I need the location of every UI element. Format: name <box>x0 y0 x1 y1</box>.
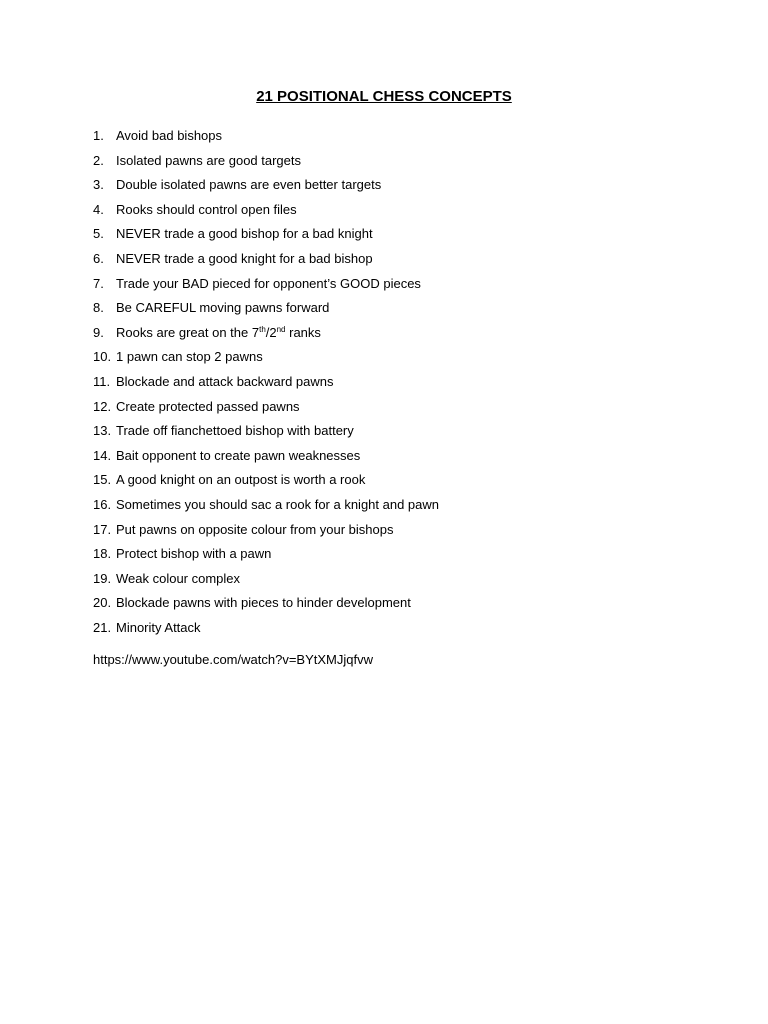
item-number: 13. <box>93 423 112 439</box>
item-text: Create protected passed pawns <box>116 398 300 414</box>
item-text: Minority Attack <box>116 619 201 635</box>
item-text: Trade your BAD pieced for opponent’s GOOD pieces <box>116 275 421 291</box>
item-text-part: /2 <box>265 324 277 340</box>
superscript: nd <box>276 324 286 334</box>
item-number: 10. <box>93 349 112 365</box>
item-text: 1 pawn can stop 2 pawns <box>116 349 263 365</box>
item-number: 14. <box>93 447 112 463</box>
item-number: 9. <box>93 324 104 340</box>
item-number: 2. <box>93 152 104 168</box>
item-number: 16. <box>93 496 112 512</box>
item-number: 18. <box>93 546 112 562</box>
item-number: 3. <box>93 177 104 193</box>
item-number: 21. <box>93 619 112 635</box>
item-text: Rooks should control open files <box>116 201 297 217</box>
item-text: A good knight on an outpost is worth a rook <box>116 472 366 488</box>
item-text: Bait opponent to create pawn weaknesses <box>116 447 361 463</box>
item-text: Trade off fianchettoed bishop with battery <box>116 423 354 439</box>
item-text: Be CAREFUL moving pawns forward <box>116 300 330 316</box>
item-number: 4. <box>93 201 104 217</box>
item-text: Double isolated pawns are even better targets <box>116 177 382 193</box>
item-number: 20. <box>93 595 112 611</box>
item-text-part: ranks <box>285 324 321 340</box>
item-number: 5. <box>93 226 104 242</box>
item-text: Sometimes you should sac a rook for a knight and pawn <box>116 496 440 512</box>
item-text: Weak colour complex <box>116 570 241 586</box>
item-number: 11. <box>93 373 111 389</box>
item-text: NEVER trade a good bishop for a bad knight <box>116 226 373 242</box>
youtube-link[interactable]: https://www.youtube.com/watch?v=BYtXMJjqfvw <box>93 652 373 667</box>
item-text: Avoid bad bishops <box>116 128 223 143</box>
item-number: 19. <box>93 570 112 586</box>
item-number: 15. <box>93 472 112 488</box>
item-text: Blockade and attack backward pawns <box>116 373 334 389</box>
item-text: Blockade pawns with pieces to hinder development <box>116 595 411 611</box>
item-number: 17. <box>93 521 112 537</box>
item-number: 1. <box>93 128 104 143</box>
item-text: NEVER trade a good knight for a bad bishop <box>116 250 373 266</box>
item-number: 12. <box>93 398 112 414</box>
item-text-part: Rooks are great on the 7 <box>116 324 260 340</box>
item-number: 8. <box>93 300 104 316</box>
item-text: Put pawns on opposite colour from your bishops <box>116 521 394 537</box>
item-number: 7. <box>93 275 104 291</box>
document-title: 21 POSITIONAL CHESS CONCEPTS <box>256 88 512 105</box>
item-text <box>116 324 321 342</box>
item-text: Protect bishop with a pawn <box>116 546 272 562</box>
item-number: 6. <box>93 250 104 266</box>
superscript: th <box>259 324 266 334</box>
item-text: Isolated pawns are good targets <box>116 152 302 168</box>
